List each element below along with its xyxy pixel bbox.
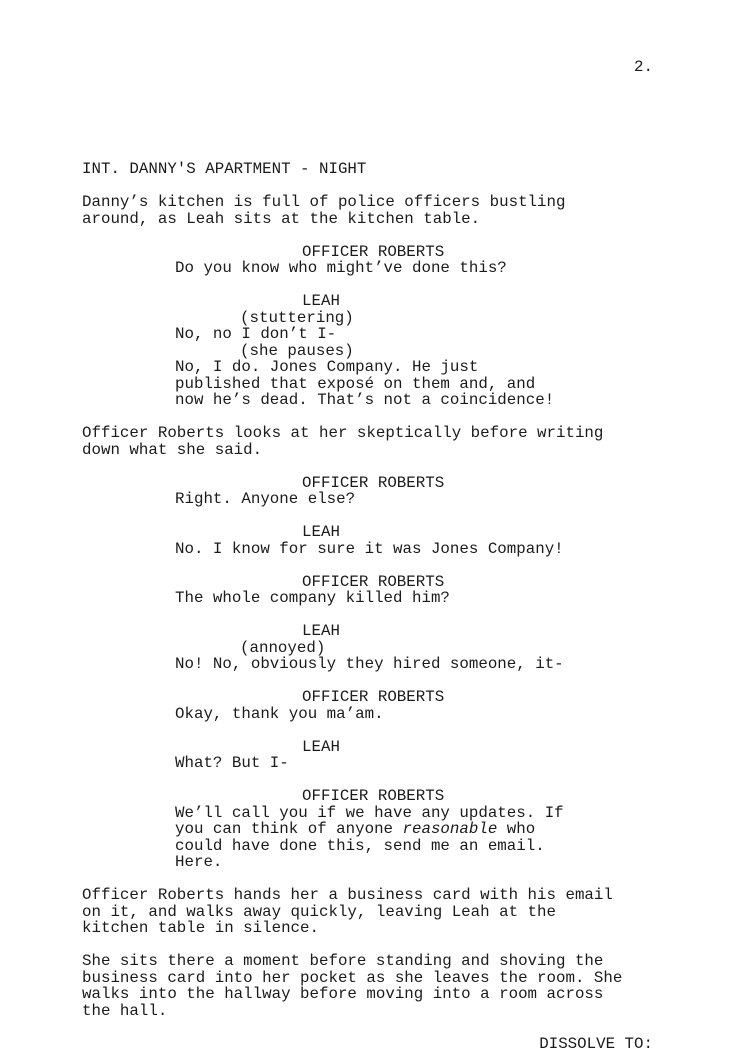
parenthetical [240,310,653,327]
action-line: Officer Roberts looks at her skeptically before writing [82,424,604,442]
action-line: kitchen table in silence. [82,919,319,937]
dialogue-text: The whole company killed him? [175,589,450,607]
dialogue-text: Here. [175,853,223,871]
dialogue-line [175,706,653,723]
dialogue-text: who [497,820,536,838]
action-line: the hall. [82,1001,168,1020]
dialogue-block [82,788,653,871]
dialogue-text: We’ll call you if we have any updates. If [175,803,564,822]
dialogue-line [175,838,653,855]
dialogue-text: No. I know for sure it was Jones Company! [175,539,564,558]
action-line: business card into her pocket as she leaves the room. She [82,968,623,987]
dialogue-block [82,574,653,607]
dialogue-text: could have done this, send me an email. [175,836,545,855]
character-name: LEAH [302,292,340,310]
dialogue-line [175,326,653,343]
dialogue-text: you can think of anyone [175,820,403,838]
action-line: down what she said. [82,440,263,459]
scene-heading-block [82,161,653,178]
character-name: LEAH [302,523,340,541]
emphasized-text: reasonable [402,820,498,838]
action-line: walks into the hallway before moving into a room across [82,985,604,1003]
dialogue-line [175,376,653,393]
dialogue-line [175,821,653,838]
dialogue-line [175,359,653,376]
parenthetical [240,640,653,657]
action-block [82,953,653,1019]
page-number: 2. [634,58,653,76]
parenthetical [240,343,653,360]
dialogue-line [175,590,653,607]
dialogue-block [82,739,653,772]
action-block [82,887,653,937]
action-line: Danny’s kitchen is full of police officers bustling [82,193,566,211]
character-name: LEAH [302,622,340,640]
dialogue-line [175,656,653,673]
action-line: on it, and walks away quickly, leaving Leah at the [82,902,556,921]
dialogue-text: published that exposé on them and, and [175,374,536,393]
dialogue-block [82,689,653,722]
dialogue-text: (she pauses) [240,341,354,360]
character-name: LEAH [302,737,340,756]
dialogue-block [82,293,653,409]
character-name: OFFICER ROBERTS [302,787,445,805]
action-line: Officer Roberts hands her a business card with his email [82,886,613,904]
dialogue-line [175,755,653,772]
dialogue-line [175,805,653,822]
screenplay-body [82,26,653,1052]
dialogue-line [175,541,653,558]
dialogue-text: No, I do. Jones Company. He just [175,358,479,376]
dialogue-line [175,854,653,871]
dialogue-text: (annoyed) [240,638,326,657]
dialogue-block [82,623,653,673]
action-line: around, as Leah sits at the kitchen table. [82,209,481,228]
dialogue-text: No, no I don’t I- [175,325,337,343]
dialogue-text: Do you know who might’ve done this? [175,259,507,277]
dialogue-text: Okay, thank you ma’am. [175,704,384,723]
transition-line: DISSOLVE TO: [539,1034,653,1053]
dialogue-block [82,244,653,277]
scene-heading-line: INT. DANNY'S APARTMENT - NIGHT [82,160,367,178]
dialogue-block [82,524,653,557]
dialogue-line [175,491,653,508]
character-name: OFFICER ROBERTS [302,688,445,706]
action-block [82,194,653,227]
dialogue-text: now he’s dead. That’s not a coincidence! [175,391,555,409]
dialogue-text: Right. Anyone else? [175,490,356,508]
character-name: OFFICER ROBERTS [302,473,445,492]
character-name: OFFICER ROBERTS [302,242,445,261]
action-block [82,425,653,458]
dialogue-text: What? But I- [175,754,289,772]
dialogue-text: No! No, obviously they hired someone, it- [175,655,564,673]
dialogue-text: (stuttering) [240,308,354,327]
transition-block [82,1036,653,1053]
action-line: She sits there a moment before standing and shoving the [82,952,604,970]
screenplay-page [0,26,743,1053]
character-name: OFFICER ROBERTS [302,572,445,591]
dialogue-line [175,260,653,277]
dialogue-block [82,475,653,508]
dialogue-line [175,392,653,409]
